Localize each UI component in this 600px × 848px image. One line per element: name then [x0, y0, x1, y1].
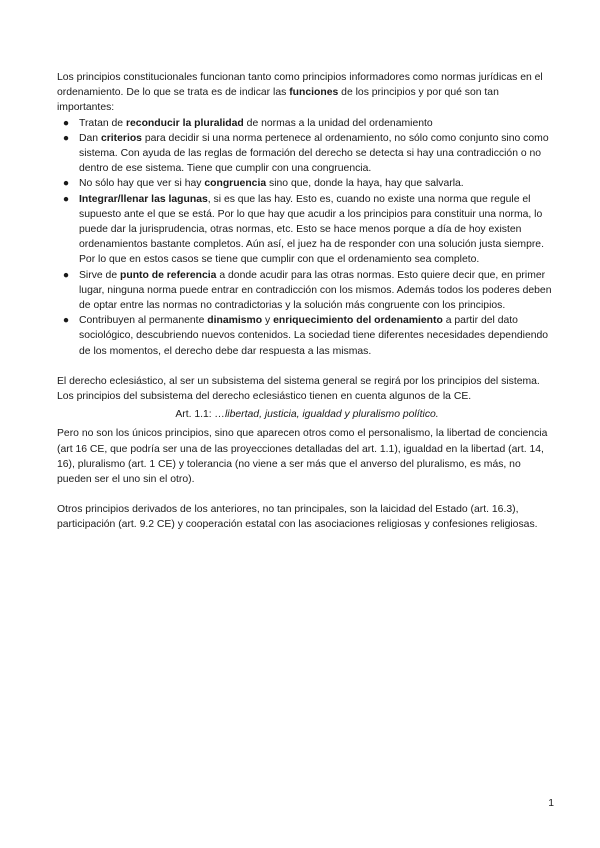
list-item-text: Dan	[79, 132, 101, 144]
list-item-bold: reconducir la pluralidad	[125, 117, 244, 129]
list-item-text: Sirve de	[79, 269, 121, 281]
article-quote-text: …libertad, justicia, igualdad y pluralismo político.	[214, 409, 439, 421]
list-item-text: de normas a la unidad del ordenamiento	[243, 117, 433, 129]
subsystem-paragraph: El derecho eclesiástico, al ser un subsistema del sistema general se regirá por los principios del sistema. Los principios del subsistema del derecho eclesiástico tienen en cuenta algunos de la CE.	[57, 375, 540, 403]
paragraph-spacer	[57, 487, 557, 502]
bullet-icon: ●	[62, 193, 70, 205]
list-item-bold: enriquecimiento del ordenamiento	[273, 315, 443, 327]
list-item	[57, 131, 557, 177]
list-item	[57, 176, 557, 191]
list-item-text: sino que, donde la haya, hay que salvarla.	[266, 178, 464, 190]
list-item-text: para decidir si una norma pertenece al ordenamiento, no sólo como conjunto sino como sistema. Con ayuda de las reglas de formación del derecho se detecta si hay una contradicción o no dentro de ese sistema. Tiene que cumplir con una congruencia.	[79, 132, 549, 175]
article-quote	[57, 407, 557, 422]
list-item-text: No sólo hay que ver si hay	[79, 178, 205, 190]
list-item	[57, 192, 557, 268]
list-item-bold: Integrar/llenar las lagunas	[79, 193, 208, 205]
list-item-text: y	[262, 315, 274, 327]
functions-list	[57, 116, 557, 359]
intro-paragraph	[57, 70, 557, 116]
list-item-bold: criterios	[100, 132, 142, 144]
intro-text-2: de los principios y por qué son tan importantes:	[57, 87, 499, 114]
list-item-bold: punto de referencia	[120, 269, 217, 281]
list-item-bold: dinamismo	[207, 315, 263, 327]
list-item	[57, 268, 557, 314]
list-item-text: , si es que las hay. Esto es, cuando no existe una norma que regule el supuesto ante el que se está. Por lo que hay que acudir a los principios para constituir una norma, lo puede dar la jurisprudencia, otras normas, etc. Esto se hace menos porque a día de hoy existen ordenamientos bastante completos. Aún así, el juez ha de responder con una solución justa siempre. Por lo que en estos casos se tiene que cumplir con que el ordenamiento sea completo.	[79, 193, 544, 266]
list-item-text: Contribuyen al permanente	[79, 315, 208, 327]
bullet-icon: ●	[62, 178, 70, 190]
bullet-icon: ●	[62, 117, 70, 129]
other-principles-paragraph: Pero no son los únicos principios, sino que aparecen otros como el personalismo, la libertad de conciencia (art 16 CE, que podría ser una de las proyecciones detalladas del art. 1.1), igualdad en la libertad (art. 14, 16), pluralismo (art. 1 CE) y tolerancia (no viene a ser más que el anverso del pluralismo, es más, no pueden ser el uno sin el otro).	[57, 428, 548, 486]
list-item-text: Tratan de	[79, 117, 126, 129]
list-item	[57, 116, 557, 131]
list-item-text: a partir del dato sociológico, descubriendo nuevos contenidos. La sociedad tiene diferentes necesidades dependiendo de los momentos, el derecho debe dar respuesta a las mismas.	[79, 315, 549, 357]
bullet-icon: ●	[62, 269, 70, 281]
list-item-text: a donde acudir para las otras normas. Esto quiere decir que, en primer lugar, ninguna norma puede entrar en contradicción con los mismos. Además todos los poderes deben de optar entre las normas no contradictorias y la solución más congruente con los principios.	[79, 269, 552, 312]
list-item-bold: congruencia	[204, 178, 267, 190]
intro-text-1: Los principios constitucionales funcionan tanto como principios informadores como normas jurídicas en el ordenamiento. De lo que se trata es de indicar las	[57, 72, 543, 99]
article-quote-prefix: Art. 1.1:	[175, 409, 215, 421]
bullet-icon: ●	[62, 132, 70, 144]
derived-principles-paragraph: Otros principios derivados de los anteriores, no tan principales, son la laicidad del Estado (art. 16.3), participación (art. 9.2 CE) y cooperación estatal con las asociaciones religiosas y confesiones religiosas.	[57, 504, 538, 531]
page-number: 1	[548, 798, 554, 809]
intro-bold-functions: funciones	[289, 87, 339, 99]
document-body	[57, 70, 557, 533]
list-item	[57, 313, 557, 359]
paragraph-spacer	[57, 359, 557, 374]
bullet-icon: ●	[62, 315, 70, 327]
